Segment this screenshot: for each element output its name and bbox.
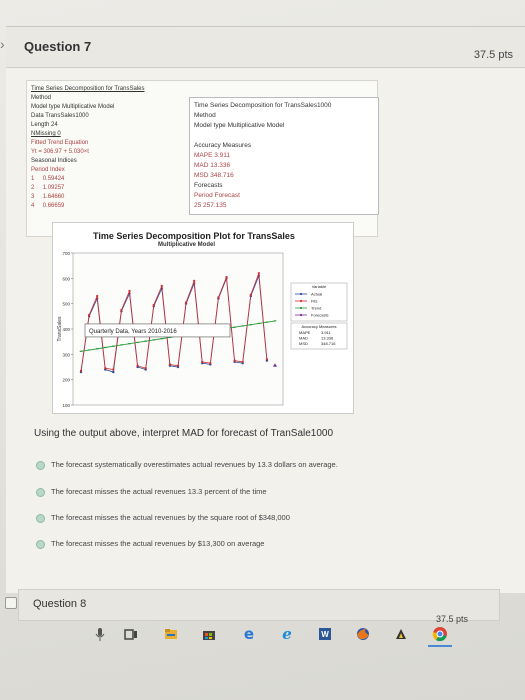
legend-item-label: Actual bbox=[311, 291, 323, 297]
right-heading: Time Series Decomposition for TransSales1000 bbox=[194, 102, 332, 109]
question-8-title: Question 8 bbox=[33, 598, 87, 610]
fits-point bbox=[137, 365, 139, 367]
accuracy-value: 3.911 bbox=[321, 330, 331, 335]
fits-point bbox=[104, 367, 106, 369]
fits-point bbox=[258, 272, 260, 274]
fits-point bbox=[185, 301, 187, 303]
legend-item-label: Fits bbox=[311, 298, 318, 304]
y-tick-label: 200 bbox=[62, 377, 70, 383]
fits-point bbox=[88, 314, 90, 316]
fits-point bbox=[80, 370, 82, 372]
task-view-icon[interactable] bbox=[124, 626, 138, 642]
legend-marker bbox=[300, 314, 302, 316]
radio-button[interactable] bbox=[36, 461, 45, 470]
fits-point bbox=[145, 367, 147, 369]
accuracy-name: MAPE bbox=[299, 330, 311, 335]
left-model-type: Model type Multiplicative Model bbox=[31, 104, 115, 110]
fits-point bbox=[153, 304, 155, 306]
fits-point bbox=[217, 296, 219, 298]
output-right-panel bbox=[189, 97, 379, 215]
seasonal-row: 4 0.66659 bbox=[31, 203, 65, 209]
microphone-icon[interactable] bbox=[94, 626, 106, 642]
chrome-icon[interactable] bbox=[432, 626, 448, 642]
y-axis-label: TransSales bbox=[57, 316, 63, 342]
mad-value: MAD 13.336 bbox=[194, 162, 231, 169]
fits-point bbox=[161, 285, 163, 287]
question-7-header bbox=[6, 27, 525, 68]
mape-value: MAPE 3.911 bbox=[194, 152, 231, 159]
svg-text:W: W bbox=[321, 630, 329, 639]
flag-checkbox[interactable] bbox=[5, 597, 17, 609]
output-left-panel bbox=[31, 85, 191, 211]
fits-point bbox=[209, 362, 211, 364]
msd-value: MSD 348.716 bbox=[194, 172, 234, 179]
left-length: Length 24 bbox=[31, 122, 58, 128]
question-7-points: 37.5 pts bbox=[473, 49, 513, 61]
left-seasonal-label: Seasonal Indices bbox=[31, 158, 77, 164]
legend-item-label: Trend bbox=[311, 305, 322, 311]
edge-icon[interactable]: e bbox=[243, 625, 255, 643]
fits-point bbox=[177, 365, 179, 367]
fits-point bbox=[112, 369, 114, 371]
right-model-type: Model type Multiplicative Model bbox=[194, 122, 285, 129]
accuracy-name: MAD bbox=[299, 335, 308, 341]
fits-point bbox=[120, 309, 122, 311]
fits-point bbox=[250, 294, 252, 296]
firefox-icon[interactable] bbox=[356, 626, 370, 642]
fits-point bbox=[96, 295, 98, 297]
seasonal-row: 1 0.59424 bbox=[31, 176, 65, 182]
y-tick-label: 100 bbox=[62, 403, 70, 408]
accuracy-label: Accuracy Measures bbox=[194, 142, 252, 149]
radio-button[interactable] bbox=[36, 488, 45, 497]
decomposition-plot bbox=[52, 222, 354, 414]
left-heading: Time Series Decomposition for TransSales bbox=[31, 86, 145, 92]
answer-option-1[interactable]: The forecast systematically overestimates actual revenues by 13.3 dollars on average. bbox=[36, 460, 338, 470]
fits-point bbox=[169, 363, 171, 365]
fits-point bbox=[234, 360, 236, 362]
legend-marker bbox=[300, 307, 302, 309]
legend-item-label: Forecasts bbox=[311, 312, 329, 318]
forecast-header: Period Forecast bbox=[194, 192, 240, 199]
accuracy-value: 13.336 bbox=[321, 335, 334, 341]
y-tick-label: 400 bbox=[62, 327, 70, 332]
accuracy-title: Accuracy Measures bbox=[301, 324, 337, 329]
radio-button[interactable] bbox=[36, 514, 45, 523]
fits-point bbox=[266, 358, 268, 360]
radio-button[interactable] bbox=[36, 540, 45, 549]
fits-point bbox=[226, 276, 228, 278]
accuracy-name: MSD bbox=[299, 341, 308, 346]
legend-marker bbox=[300, 300, 302, 302]
active-app-indicator bbox=[428, 645, 452, 647]
fits-point bbox=[129, 290, 131, 292]
y-tick-label: 500 bbox=[62, 301, 70, 307]
question-8-points: 37.5 pts bbox=[436, 614, 469, 624]
word-icon[interactable] bbox=[318, 626, 332, 642]
fits-point bbox=[242, 361, 244, 363]
chart-title: Time Series Decomposition Plot for TransSales bbox=[93, 231, 295, 241]
fits-point bbox=[201, 361, 203, 363]
answer-option-3[interactable]: The forecast misses the actual revenues by the square root of $348,000 bbox=[36, 513, 290, 523]
y-tick-label: 600 bbox=[62, 276, 70, 282]
chevron-right-icon[interactable]: › bbox=[0, 36, 5, 52]
chart-subtitle: Multiplicative Model bbox=[158, 242, 216, 248]
store-icon[interactable] bbox=[202, 626, 216, 642]
forecasts-label: Forecasts bbox=[194, 182, 223, 189]
answer-option-2[interactable]: The forecast misses the actual revenues 13.3 percent of the time bbox=[36, 487, 267, 497]
question-8-card bbox=[18, 589, 500, 621]
fits-point bbox=[193, 280, 195, 282]
answer-option-4[interactable]: The forecast misses the actual revenues by $13,300 on average bbox=[36, 539, 264, 549]
taskbar bbox=[80, 618, 500, 648]
left-nmissing: NMissing 0 bbox=[31, 131, 61, 137]
legend-title: Variable bbox=[311, 284, 327, 289]
annotation-text: Quarterly Data, Years 2010-2016 bbox=[89, 328, 177, 335]
left-fitted-label: Fitted Trend Equation bbox=[31, 140, 89, 146]
seasonal-row: 2 1.09257 bbox=[31, 185, 65, 191]
internet-explorer-icon[interactable]: e bbox=[282, 625, 292, 643]
question-7-title: Question 7 bbox=[24, 39, 92, 54]
left-method-label: Method bbox=[31, 95, 52, 101]
accuracy-value: 348.716 bbox=[321, 341, 336, 346]
file-explorer-icon[interactable] bbox=[164, 626, 178, 642]
forecast-row: 25 257.135 bbox=[194, 202, 227, 209]
actual-point bbox=[112, 371, 114, 373]
seasonal-row: 3 1.64660 bbox=[31, 194, 65, 200]
question-7-prompt: Using the output above, interpret MAD for forecast of TranSale1000 bbox=[34, 428, 334, 439]
y-tick-label: 300 bbox=[62, 352, 70, 358]
left-data: Data TransSales1000 bbox=[31, 113, 89, 119]
left-equation: Yt = 306.97 + 5.030×t bbox=[31, 149, 89, 155]
minitab-output-image bbox=[26, 80, 378, 237]
game-icon[interactable] bbox=[394, 626, 408, 642]
right-method-label: Method bbox=[194, 112, 216, 119]
y-tick-label: 700 bbox=[62, 251, 70, 256]
legend-marker bbox=[300, 293, 302, 295]
left-period-header: Period Index bbox=[31, 167, 65, 173]
chart-svg bbox=[53, 223, 353, 413]
